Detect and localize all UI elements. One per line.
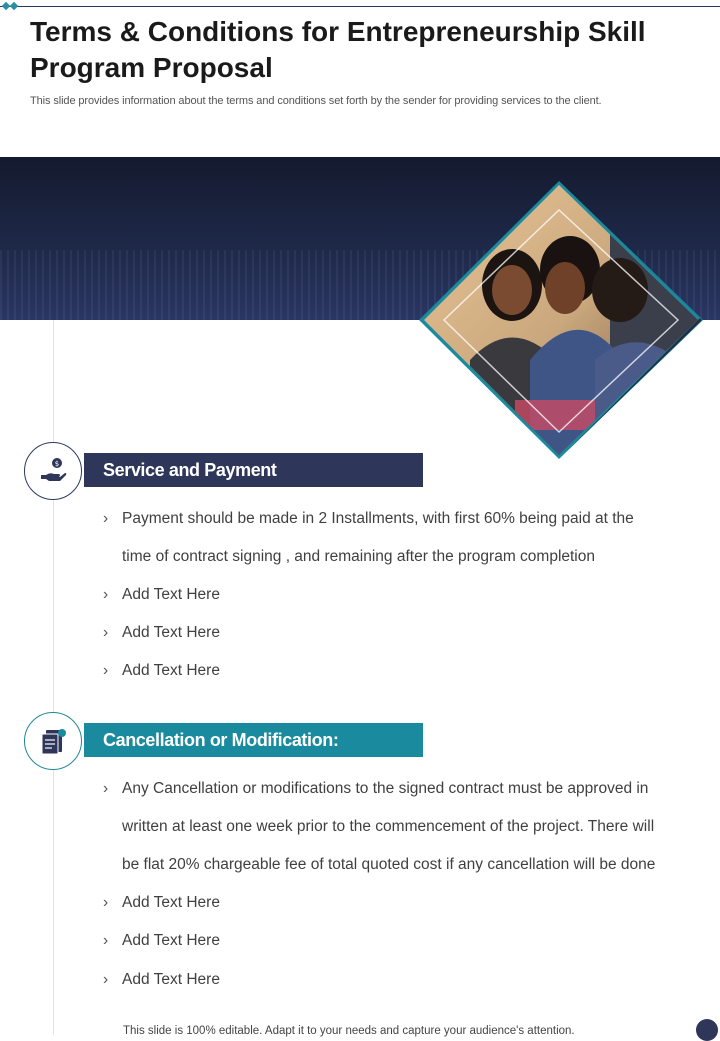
svg-text:$: $ bbox=[54, 460, 60, 468]
footer-note: This slide is 100% editable. Adapt it to your needs and capture your audience's attention. bbox=[123, 1025, 575, 1037]
bullet-chevron-icon: › bbox=[103, 932, 109, 949]
cancellation-icon-circle bbox=[24, 712, 82, 770]
bullet-chevron-icon: › bbox=[103, 510, 109, 527]
list-item: › Add Text Here bbox=[103, 662, 220, 679]
list-item-continuation: time of contract signing , and remaining after the program completion bbox=[122, 548, 595, 565]
people-meeting-photo bbox=[420, 180, 710, 460]
bullet-chevron-icon: › bbox=[103, 662, 109, 679]
list-item: › Add Text Here bbox=[103, 586, 220, 603]
list-item: › Add Text Here bbox=[103, 624, 220, 641]
list-item: › Add Text Here bbox=[103, 894, 220, 911]
photo-diamond bbox=[0, 0, 720, 470]
bullet-chevron-icon: › bbox=[103, 780, 109, 797]
corner-dot bbox=[696, 1019, 718, 1041]
section-heading-service-payment: Service and Payment bbox=[84, 453, 423, 487]
list-item: › Any Cancellation or modifications to the signed contract must be approved in bbox=[103, 780, 649, 797]
contract-document-icon bbox=[37, 725, 69, 757]
list-item: › Add Text Here bbox=[103, 971, 220, 988]
hand-money-icon bbox=[37, 455, 69, 487]
service-payment-icon-circle bbox=[24, 442, 82, 500]
page-title: Terms & Conditions for Entrepreneurship Skill Program Proposal bbox=[30, 16, 646, 83]
list-item-continuation: written at least one week prior to the commencement of the project. There will bbox=[122, 818, 655, 835]
list-item-continuation: be flat 20% chargeable fee of total quoted cost if any cancellation will be done bbox=[122, 856, 656, 873]
bullet-chevron-icon: › bbox=[103, 971, 109, 988]
section-heading-cancellation: Cancellation or Modification: bbox=[84, 723, 423, 757]
bullet-chevron-icon: › bbox=[103, 624, 109, 641]
page-subtitle: This slide provides information about the terms and conditions set forth by the sender for providing services to the client. bbox=[30, 95, 602, 107]
list-item: › Payment should be made in 2 Installments, with first 60% being paid at the bbox=[103, 510, 634, 527]
bullet-chevron-icon: › bbox=[103, 586, 109, 603]
bullet-chevron-icon: › bbox=[103, 894, 109, 911]
list-item: › Add Text Here bbox=[103, 932, 220, 949]
